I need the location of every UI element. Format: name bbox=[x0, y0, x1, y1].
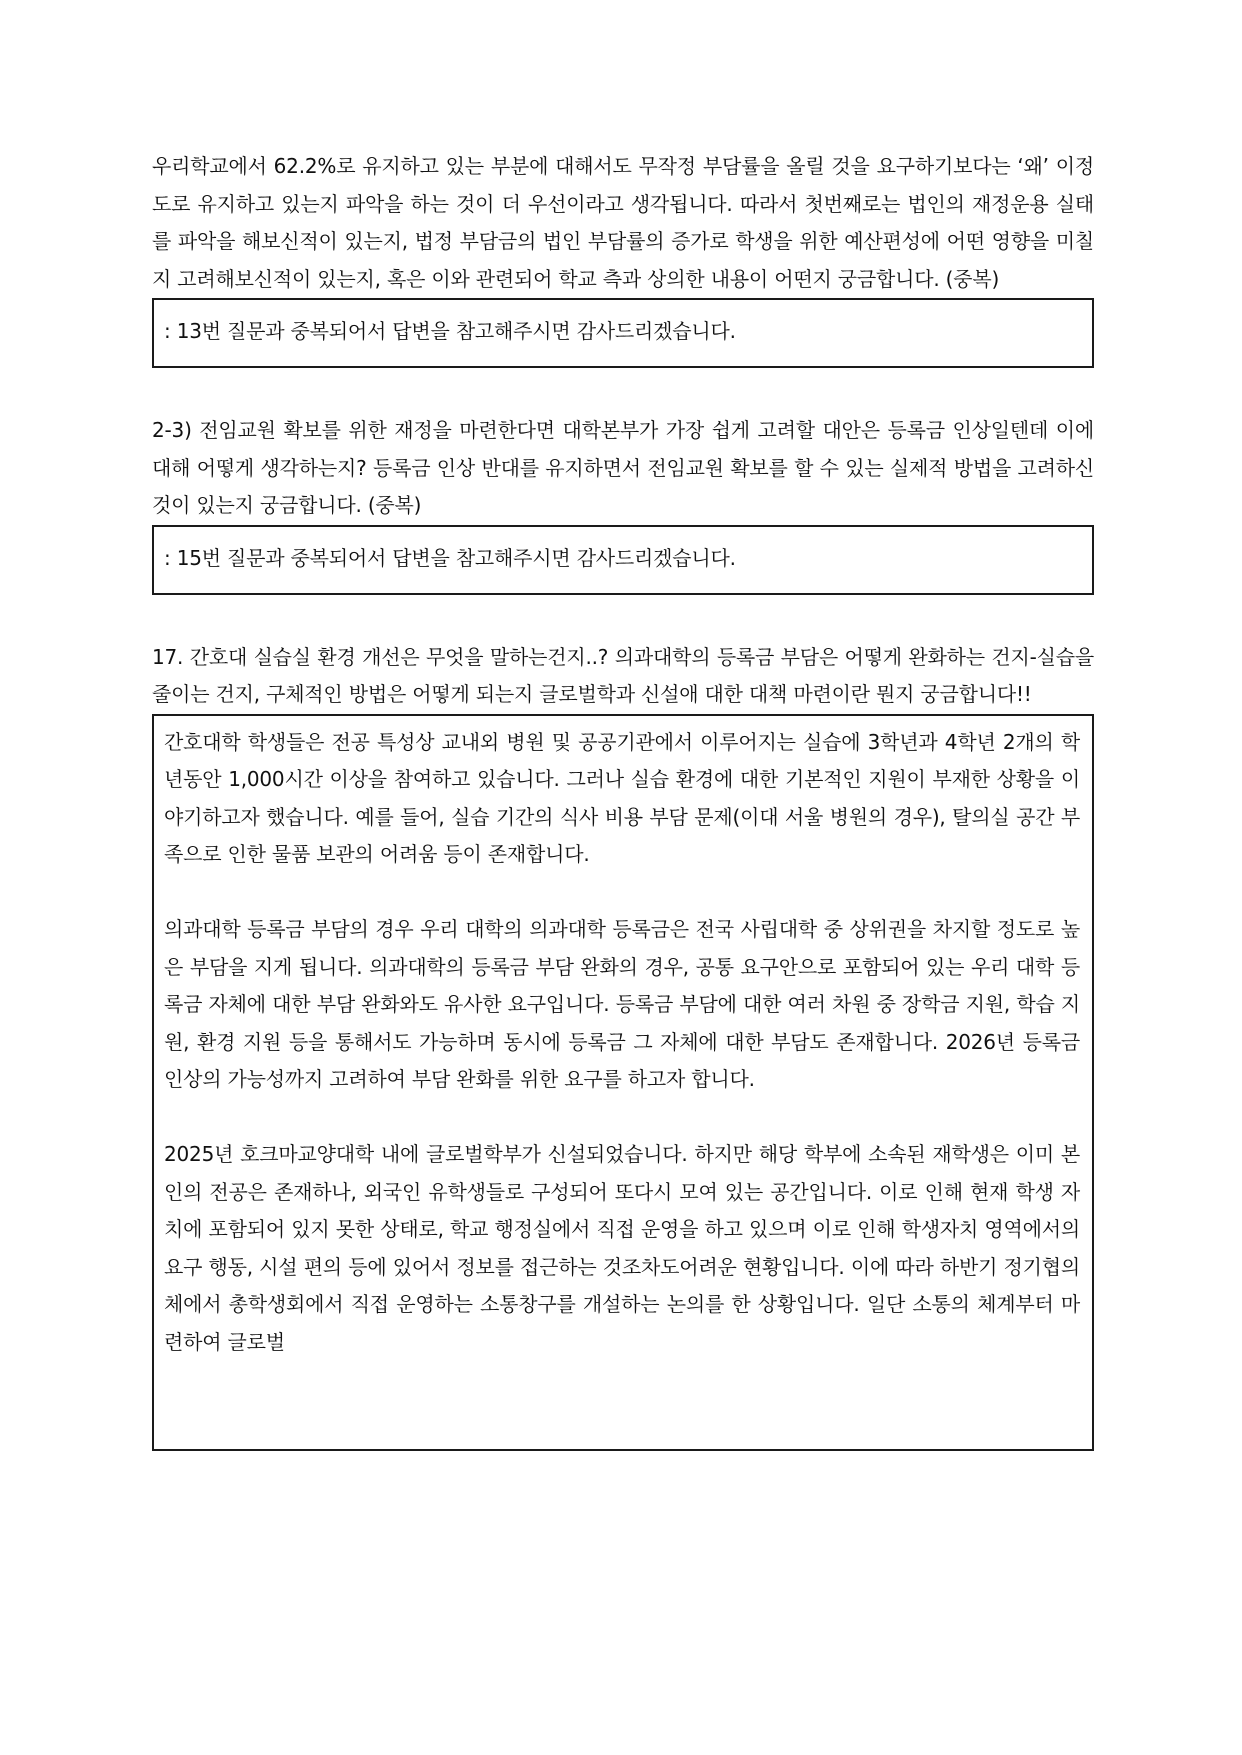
answer-2-3: : 15번 질문과 중복되어서 답변을 참고해주시면 감사드리겠습니다. bbox=[164, 545, 736, 570]
answer-17-paragraph-3: 2025년 호크마교양대학 내에 글로벌학부가 신설되었습니다. 하지만 해당 학부에 소속된 재학생은 이미 본인의 전공은 존재하나, 외국인 유학생들로 구성되어 또다시 모여 있는 공간입니다. 이로 인해 현재 학생 자치에 포함되어 있지 못한 상태로, 학교 행정실에서 직접 운영을 하고 있으며 이로 인해 학생자치 영역에서의 요구 행동, 시설 편의 등에 있어서 정보를 접근하는 것조차도어려운 현황입니다. 이에 따라 하반기 정기협의체에서 총학생회에서 직접 운영하는 소통창구를 개설하는 논의를 한 상황입니다. 일단 소통의 체계부터 마련하여 글로벌 bbox=[164, 1142, 1080, 1354]
question-17: 17. 간호대 실습실 환경 개선은 무엇을 말하는건지..? 의과대학의 등록금 부담은 어떻게 완화하는 건지-실습을 줄이는 건지, 구체적인 방법은 어떻게 되는지 글로벌학과 신설애 대한 대책 마련이란 뭔지 궁금합니다!! bbox=[152, 644, 1094, 706]
answer-box-2-3 bbox=[152, 525, 1094, 595]
question-2-3: 2-3) 전임교원 확보를 위한 재정을 마련한다면 대학본부가 가장 쉽게 고려할 대안은 등록금 인상일텐데 이에 대해 어떻게 생각하는지? 등록금 인상 반대를 유지하면서 전임교원 확보를 할 수 있는 실제적 방법을 고려하신 것이 있는지 궁금합니다. (중복) bbox=[152, 418, 1094, 517]
spacer bbox=[152, 368, 1094, 412]
answer-box-intro bbox=[152, 298, 1094, 368]
answer-box-17 bbox=[152, 714, 1094, 1451]
answer-intro: : 13번 질문과 중복되어서 답변을 참고해주시면 감사드리겠습니다. bbox=[164, 319, 736, 343]
answer-17-paragraph-2: 의과대학 등록금 부담의 경우 우리 대학의 의과대학 등록금은 전국 사립대학 중 상위권을 차지할 정도로 높은 부담을 지게 됩니다. 의과대학의 등록금 부담 완화의 경우, 공통 요구안으로 포함되어 있는 우리 대학 등록금 자체에 대한 부담 완화와도 유사한 요구입니다. 등록금 부담에 대한 여러 차원 중 장학금 지원, 학습 지원, 환경 지원 등을 통해서도 가능하며 동시에 등록금 그 자체에 대한 부담도 존재합니다. 2026년 등록금 인상의 가능성까지 고려하여 부담 완화를 위한 요구를 하고자 합니다. bbox=[164, 917, 1080, 1091]
spacer bbox=[152, 595, 1094, 639]
document-page bbox=[152, 148, 1094, 1451]
question-intro: 우리학교에서 62.2%로 유지하고 있는 부분에 대해서도 무작정 부담률을 올릴 것을 요구하기보다는 ‘왜’ 이정도로 유지하고 있는지 파악을 하는 것이 더 우선이라고 생각됩니다. 따라서 첫번째로는 법인의 재정운용 실태를 파악을 해보신적이 있는지, 법정 부담금의 법인 부담률의 증가로 학생을 위한 예산편성에 어떤 영향을 미칠지 고려해보신적이 있는지, 혹은 이와 관련되어 학교 측과 상의한 내용이 어떤지 궁금합니다. (중복) bbox=[152, 154, 1094, 291]
paragraph-gap bbox=[164, 1099, 1080, 1137]
answer-17-paragraph-1: 간호대학 학생들은 전공 특성상 교내외 병원 및 공공기관에서 이루어지는 실습에 3학년과 4학년 2개의 학년동안 1,000시간 이상을 참여하고 있습니다. 그러나 실습 환경에 대한 기본적인 지원이 부재한 상황을 이야기하고자 했습니다. 예를 들어, 실습 기간의 식사 비용 부담 문제(이대 서울 병원의 경우), 탈의실 공간 부족으로 인한 물품 보관의 어려움 등이 존재합니다. bbox=[164, 729, 1080, 866]
paragraph-gap bbox=[164, 874, 1080, 912]
